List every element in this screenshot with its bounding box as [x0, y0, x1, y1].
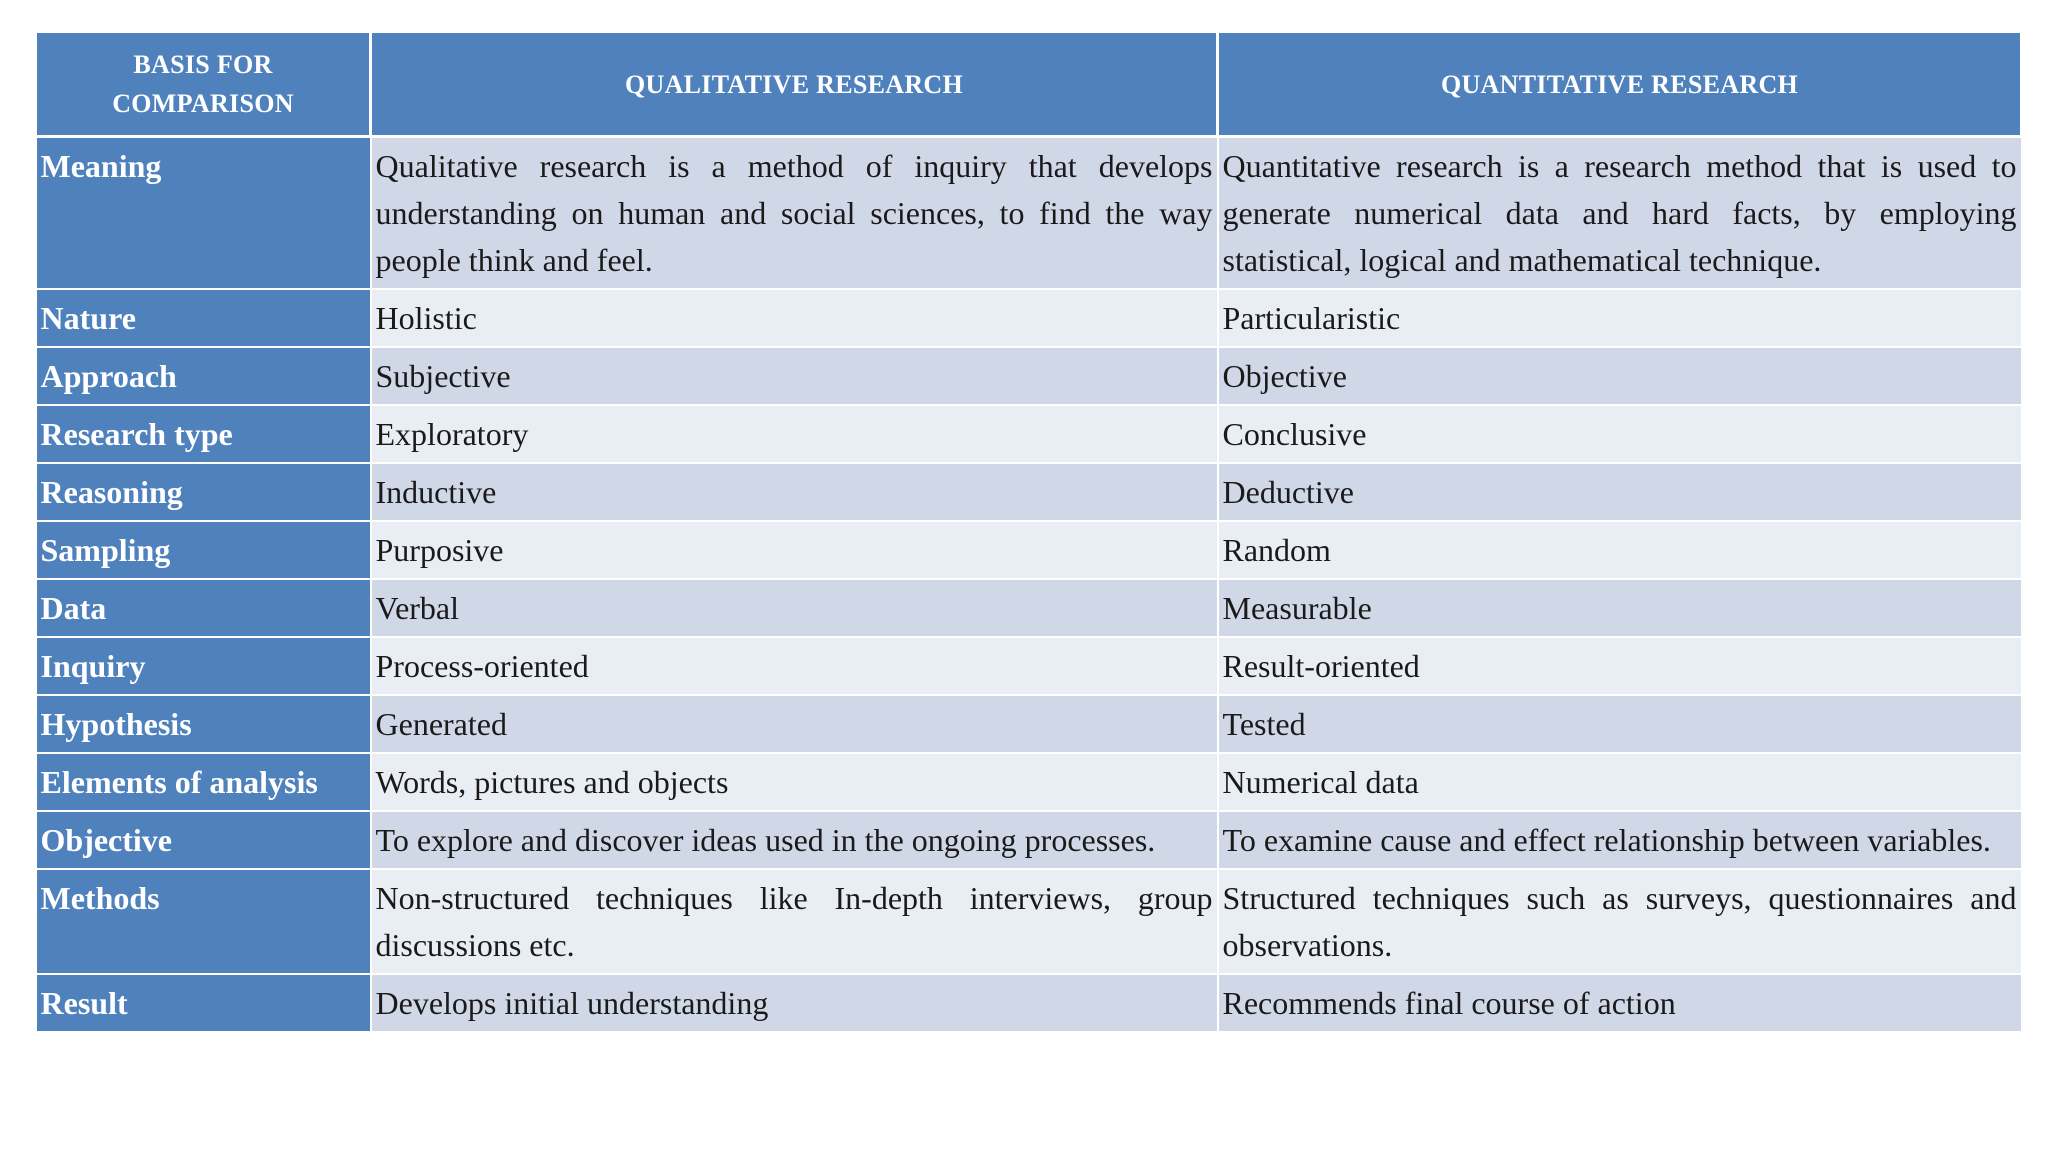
qualitative-cell: Develops initial understanding: [371, 974, 1218, 1032]
table-row: [36, 347, 2022, 405]
quantitative-cell: Deductive: [1218, 463, 2022, 521]
qualitative-cell: Subjective: [371, 347, 1218, 405]
table-row: [36, 579, 2022, 637]
row-label: Inquiry: [36, 637, 371, 695]
quantitative-cell: Structured techniques such as surveys, questionnaires and observations.: [1218, 869, 2022, 974]
quantitative-cell: Particularistic: [1218, 289, 2022, 347]
qualitative-cell: Process-oriented: [371, 637, 1218, 695]
quantitative-cell: To examine cause and effect relationship between variables.: [1218, 811, 2022, 869]
quantitative-cell: Random: [1218, 521, 2022, 579]
header-row: [36, 32, 2022, 137]
row-label: Data: [36, 579, 371, 637]
quantitative-cell: Tested: [1218, 695, 2022, 753]
table-header: [36, 32, 2022, 137]
qualitative-cell: Exploratory: [371, 405, 1218, 463]
row-label: Result: [36, 974, 371, 1032]
quantitative-cell: Numerical data: [1218, 753, 2022, 811]
table-row: [36, 695, 2022, 753]
header-quantitative-research: QUANTITATIVE RESEARCH: [1218, 32, 2022, 137]
table-row: [36, 463, 2022, 521]
table-row: [36, 811, 2022, 869]
header-basis-for-comparison: BASIS FOR COMPARISON: [36, 32, 371, 137]
row-label: Methods: [36, 869, 371, 974]
table-row: [36, 405, 2022, 463]
qualitative-cell: Generated: [371, 695, 1218, 753]
table-row: [36, 137, 2022, 290]
comparison-table: [34, 30, 2023, 1033]
quantitative-cell: Result-oriented: [1218, 637, 2022, 695]
row-label: Elements of analysis: [36, 753, 371, 811]
table-row: [36, 753, 2022, 811]
row-label: Sampling: [36, 521, 371, 579]
quantitative-cell: Measurable: [1218, 579, 2022, 637]
table-row: [36, 869, 2022, 974]
quantitative-cell: Recommends final course of action: [1218, 974, 2022, 1032]
qualitative-cell: To explore and discover ideas used in the ongoing processes.: [371, 811, 1218, 869]
row-label: Research type: [36, 405, 371, 463]
table-row: [36, 289, 2022, 347]
quantitative-cell: Quantitative research is a research method that is used to generate numerical data and hard facts, by employing statistical, logical and mathematical technique.: [1218, 137, 2022, 290]
qualitative-cell: Holistic: [371, 289, 1218, 347]
qualitative-cell: Inductive: [371, 463, 1218, 521]
row-label: Hypothesis: [36, 695, 371, 753]
row-label: Meaning: [36, 137, 371, 290]
row-label: Objective: [36, 811, 371, 869]
table-body: [36, 137, 2022, 1033]
quantitative-cell: Objective: [1218, 347, 2022, 405]
table-row: [36, 521, 2022, 579]
table-row: [36, 974, 2022, 1032]
quantitative-cell: Conclusive: [1218, 405, 2022, 463]
qualitative-cell: Words, pictures and objects: [371, 753, 1218, 811]
row-label: Reasoning: [36, 463, 371, 521]
qualitative-cell: Non-structured techniques like In-depth interviews, group discussions etc.: [371, 869, 1218, 974]
qualitative-cell: Verbal: [371, 579, 1218, 637]
row-label: Nature: [36, 289, 371, 347]
header-qualitative-research: QUALITATIVE RESEARCH: [371, 32, 1218, 137]
table-row: [36, 637, 2022, 695]
qualitative-cell: Purposive: [371, 521, 1218, 579]
qualitative-cell: Qualitative research is a method of inquiry that develops understanding on human and social sciences, to find the way people think and feel.: [371, 137, 1218, 290]
row-label: Approach: [36, 347, 371, 405]
